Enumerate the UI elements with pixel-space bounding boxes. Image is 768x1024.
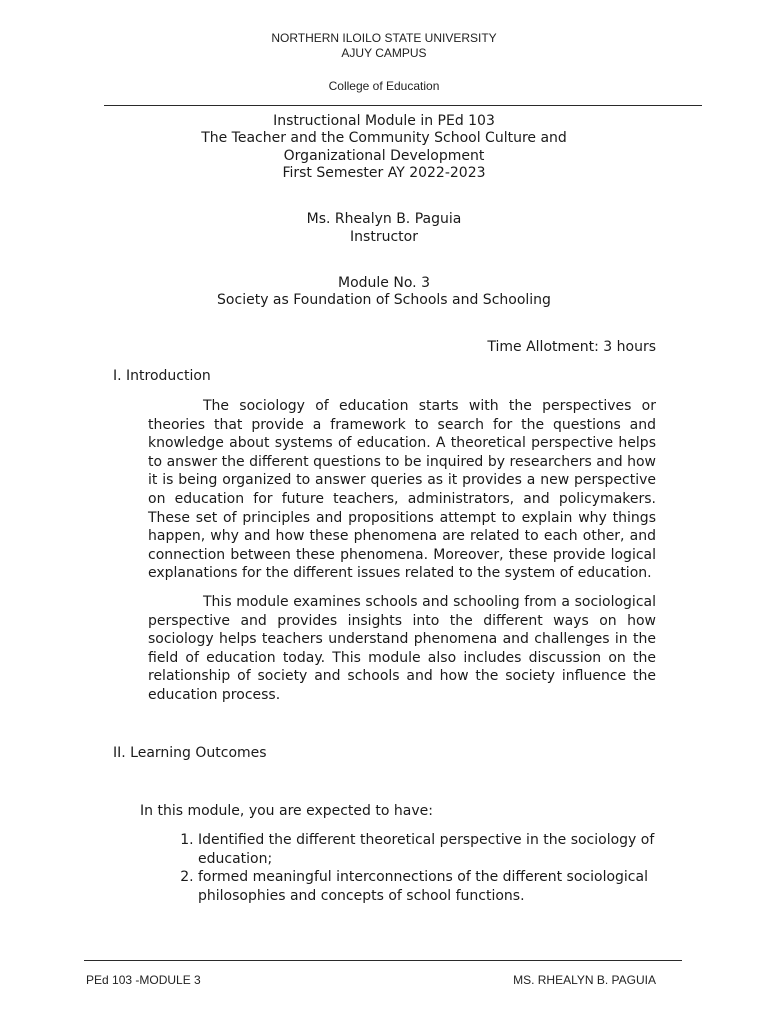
footer-instructor: MS. RHEALYN B. PAGUIA [513, 973, 656, 987]
footer-course-module: PEd 103 -MODULE 3 [86, 973, 201, 987]
learning-outcomes-heading: II. Learning Outcomes [113, 745, 267, 761]
course-name-line2: Organizational Development [283, 148, 485, 164]
instructor-name: Ms. Rhealyn B. Paguia [306, 211, 462, 227]
course-name-line1: The Teacher and the Community School Culture and [201, 130, 567, 146]
footer-divider [84, 960, 682, 961]
semester: First Semester AY 2022-2023 [282, 165, 486, 181]
module-title: Society as Foundation of Schools and Schooling [217, 292, 551, 308]
module-course-title: Instructional Module in PEd 103 [273, 113, 495, 129]
campus-name: AJUY CAMPUS [341, 46, 427, 60]
list-item: 2. formed meaningful interconnections of the different sociological philosophies and concepts of school functions. [198, 868, 698, 905]
learning-outcomes-list [160, 831, 698, 905]
instructor-role: Instructor [350, 229, 418, 245]
header-divider [104, 105, 702, 106]
introduction-paragraph-2: This module examines schools and schooling from a sociological perspective and provides insights into the different ways on how sociology helps teachers understand phenomena and challenges in the field of education today. This module also includes discussion on the relationship of society and schools and how the society influence the education process. [148, 594, 656, 703]
college-name: College of Education [328, 79, 440, 93]
introduction-heading: I. Introduction [113, 368, 211, 384]
university-name: NORTHERN ILOILO STATE UNIVERSITY [271, 31, 497, 45]
time-allotment: Time Allotment: 3 hours [487, 339, 656, 355]
module-number: Module No. 3 [338, 275, 430, 291]
list-item: 1. Identified the different theoretical perspective in the sociology of education; [198, 831, 698, 868]
learning-outcomes-intro: In this module, you are expected to have: [140, 803, 433, 819]
introduction-paragraph-1: The sociology of education starts with the perspectives or theories that provide a framework to search for the questions and knowledge about systems of education. A theoretical perspective helps to answer the different questions to be inquired by researchers and how it is being organized to answer queries as it provides a new perspective on education for future teachers, administrators, and policymakers. These set of principles and propositions attempt to explain why things happen, why and how these phenomena are related to each other, and connection between these phenomena. Moreover, these provide logical explanations for the different issues related to the system of education. [148, 398, 656, 582]
